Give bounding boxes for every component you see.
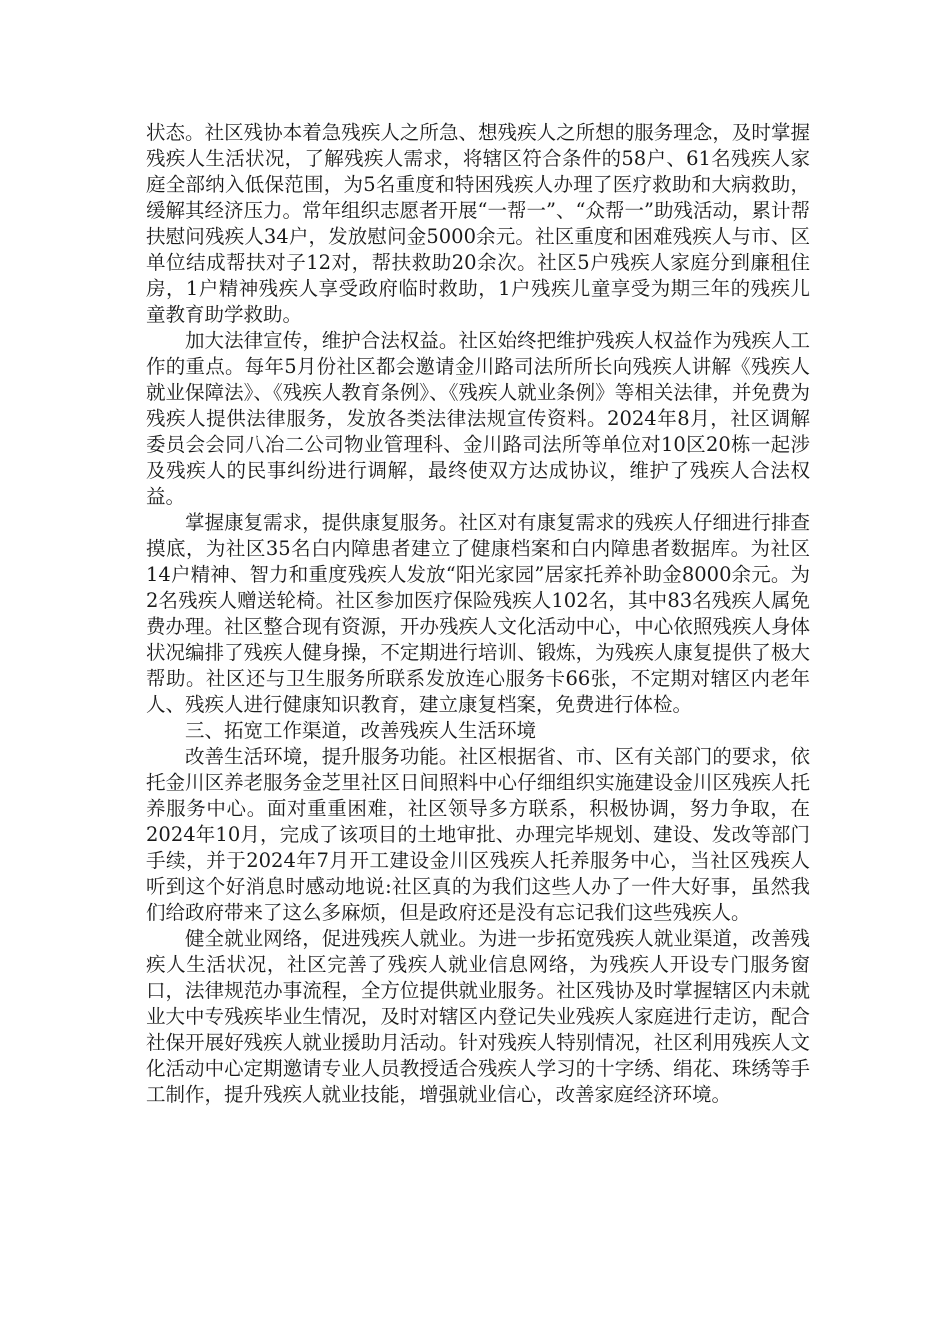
section-heading-three: 三、拓宽工作渠道，改善残疾人生活环境 <box>185 719 537 742</box>
paragraph-employment: 健全就业网络，促进残疾人就业。为进一步拓宽残疾人就业渠道，改善残疾人生活状况，社区完善了残疾人就业信息网络，为残疾人开设专门服务窗口，法律规范办事流程，全方位提供就业服务。社区残协及时掌握辖区内未就业大中专残疾毕业生情况，及时对辖区内登记失业残疾人家庭进行走访，配合社保开展好残疾人就业援助月活动。针对残疾人特别情况，社区利用残疾人文化活动中心定期邀请专业人员教授适合残疾人学习的十字绣、绢花、珠绣等手工制作，提升残疾人就业技能，增强就业信心，改善家庭经济环境。 <box>146 927 810 1106</box>
paragraph-rehabilitation: 掌握康复需求，提供康复服务。社区对有康复需求的残疾人仔细进行排查摸底，为社区35名白内障患者建立了健康档案和白内障患者数据库。为社区14户精神、智力和重度残疾人发放“阳光家园”居家托养补助金8000余元。为2名残疾人赠送轮椅。社区参加医疗保险残疾人102名，其中83名残疾人属免费办理。社区整合现有资源，开办残疾人文化活动中心，中心依照残疾人身体状况编排了残疾人健身操，不定期进行培训、锻炼，为残疾人康复提供了极大帮助。社区还与卫生服务所联系发放连心服务卡66张，不定期对辖区内老年人、残疾人进行健康知识教育，建立康复档案，免费进行体检。 <box>146 511 810 716</box>
paragraph-legal-rights: 加大法律宣传，维护合法权益。社区始终把维护残疾人权益作为残疾人工作的重点。每年5月份社区都会邀请金川路司法所所长向残疾人讲解《残疾人就业保障法》、《残疾人教育条例》、《残疾人就业条例》等相关法律，并免费为残疾人提供法律服务，发放各类法律法规宣传资料。2024年8月，社区调解委员会会同八冶二公司物业管理科、金川路司法所等单位对10区20栋一起涉及残疾人的民事纠纷进行调解，最终使双方达成协议，维护了残疾人合法权益。 <box>146 329 810 508</box>
paragraph-living-environment: 改善生活环境，提升服务功能。社区根据省、市、区有关部门的要求，依托金川区养老服务金芝里社区日间照料中心仔细组织实施建设金川区残疾人托养服务中心。面对重重困难，社区领导多方联系，积极协调，努力争取，在2024年10月，完成了该项目的土地审批、办理完毕规划、建设、发改等部门手续，并于2024年7月开工建设金川区残疾人托养服务中心，当社区残疾人听到这个好消息时感动地说:社区真的为我们这些人办了一件大好事，虽然我们给政府带来了这么多麻烦，但是政府还是没有忘记我们这些残疾人。 <box>146 745 810 924</box>
document-page <box>146 120 810 1108</box>
paragraph-assistance: 状态。社区残协本着急残疾人之所急、想残疾人之所想的服务理念，及时掌握残疾人生活状况，了解残疾人需求，将辖区符合条件的58户、61名残疾人家庭全部纳入低保范围，为5名重度和特困残疾人办理了医疗救助和大病救助，缓解其经济压力。常年组织志愿者开展“一帮一”、“众帮一”助残活动，累计帮扶慰问残疾人34户，发放慰问金5000余元。社区重度和困难残疾人与市、区单位结成帮扶对子12对，帮扶救助20余次。社区5户残疾人家庭分到廉租住房，1户精神残疾人享受政府临时救助，1户残疾儿童享受为期三年的残疾儿童教育助学救助。 <box>146 121 810 326</box>
